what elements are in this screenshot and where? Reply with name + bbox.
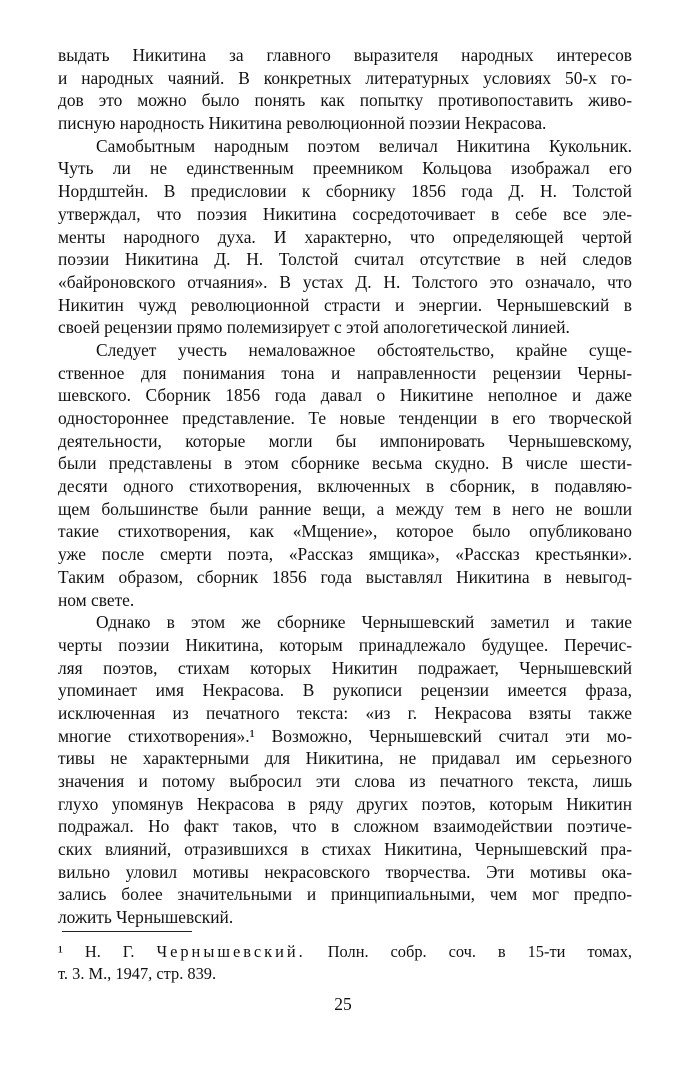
text-line: ном свете. bbox=[58, 589, 135, 610]
main-text bbox=[58, 44, 632, 929]
text-line: и народных чаяний. В конкретных литературных условиях 50-х го- bbox=[58, 67, 632, 88]
text-line: упоминает имя Некрасова. В рукописи рецензии имеется фраза, bbox=[58, 680, 632, 701]
text-line: глухо упомянув Некрасова в ряду других поэтов, которым Никитин bbox=[58, 793, 632, 814]
text-line: вильно уловил мотивы некрасовского творчества. Эти мотивы ока- bbox=[58, 861, 632, 882]
text-line: Чуть ли не единственным преемником Кольцова изображал его bbox=[58, 158, 632, 179]
text-line: десяти одного стихотворения, включенных в сборник, в подавляю- bbox=[58, 476, 632, 497]
text-line: ложить Чернышевский. bbox=[58, 907, 234, 928]
footnote-marker: ¹ Н. Г. bbox=[58, 942, 157, 961]
text-line: зались более значительными и принципиальными, чем мог предпо- bbox=[58, 884, 632, 905]
text-line: черты поэзии Никитина, которым принадлежало будущее. Перечис- bbox=[58, 634, 632, 655]
text-line: исключенная из печатного текста: «из г. Некрасова взяты также bbox=[58, 702, 632, 723]
footnote-line-1 bbox=[58, 941, 632, 963]
text-line: деятельности, которые могли бы импонировать Чернышевскому, bbox=[58, 430, 632, 451]
text-line: своей рецензии прямо полемизирует с этой апологетической линией. bbox=[58, 317, 570, 338]
text-line: Таким образом, сборник 1856 года выставлял Никитина в невыгод- bbox=[58, 566, 632, 587]
footnote bbox=[58, 941, 632, 984]
text-line: утверждал, что поэзия Никитина сосредоточивает в себе все эле- bbox=[58, 203, 632, 224]
text-line: шевского. Сборник 1856 года давал о Никитине неполное и даже bbox=[58, 385, 632, 406]
text-line: тивы не характерными для Никитина, не придавал им серьезного bbox=[58, 748, 632, 769]
text-line: «байроновского отчаяния». В устах Д. Н. Толстого это означало, что bbox=[58, 271, 632, 292]
text-line: Следует учесть немаловажное обстоятельство, крайне суще- bbox=[96, 339, 632, 360]
text-line: значения и потому выбросил эти слова из печатного текста, лишь bbox=[58, 771, 632, 791]
text-line: подражал. Но факт таков, что в сложном взаимодействии поэтиче- bbox=[58, 816, 632, 837]
text-line: поэзии Никитина Д. Н. Толстой считал отсутствие в ней следов bbox=[58, 249, 632, 270]
footnote-author: Чернышевский. bbox=[156, 942, 306, 961]
footnote-divider bbox=[62, 931, 192, 932]
text-line: Никитин чужд революционной страсти и энергии. Чернышевский в bbox=[58, 294, 632, 315]
text-line: ственное для понимания тона и направленности рецензии Черны- bbox=[58, 362, 632, 383]
text-line: уже после смерти поэта, «Рассказ ямщика», «Рассказ крестьянки». bbox=[58, 544, 632, 565]
text-line: Однако в этом же сборнике Чернышевский заметил и такие bbox=[96, 612, 632, 633]
text-line: дов это можно было понять как попытку противопоставить живо- bbox=[58, 90, 632, 111]
text-line: менты народного духа. И характерно, что определяющей чертой bbox=[58, 226, 632, 247]
text-line: одностороннее представление. Те новые тенденции в его творческой bbox=[58, 408, 632, 428]
text-line: ских влияний, отразившихся в стихах Никитина, Чернышевский пра- bbox=[58, 839, 632, 860]
text-line: ляя поэтов, стихам которых Никитин подражает, Чернышевский bbox=[58, 657, 632, 678]
text-line: Самобытным народным поэтом величал Никитина Кукольник. bbox=[96, 135, 632, 156]
text-line: такие стихотворения, как «Мщение», которое было опубликовано bbox=[58, 521, 632, 542]
text-line: Нордштейн. В предисловии к сборнику 1856 года Д. Н. Толстой bbox=[58, 181, 632, 202]
text-line: многие стихотворения».¹ Возможно, Чернышевский считал эти мо- bbox=[58, 725, 632, 746]
page-number: 25 bbox=[334, 994, 352, 1014]
text-line: выдать Никитина за главного выразителя народных интересов bbox=[58, 45, 632, 65]
text-line: были представлены в этом сборнике весьма скудно. В числе шести- bbox=[58, 453, 632, 474]
footnote-source: Полн. собр. соч. в 15-ти томах, bbox=[305, 942, 632, 961]
text-line: писную народность Никитина революционной поэзии Некрасова. bbox=[58, 113, 547, 134]
text-line: щем большинстве были ранние вещи, а между тем в него не вошли bbox=[58, 498, 632, 519]
footnote-line-2: т. 3. М., 1947, стр. 839. bbox=[58, 963, 217, 983]
